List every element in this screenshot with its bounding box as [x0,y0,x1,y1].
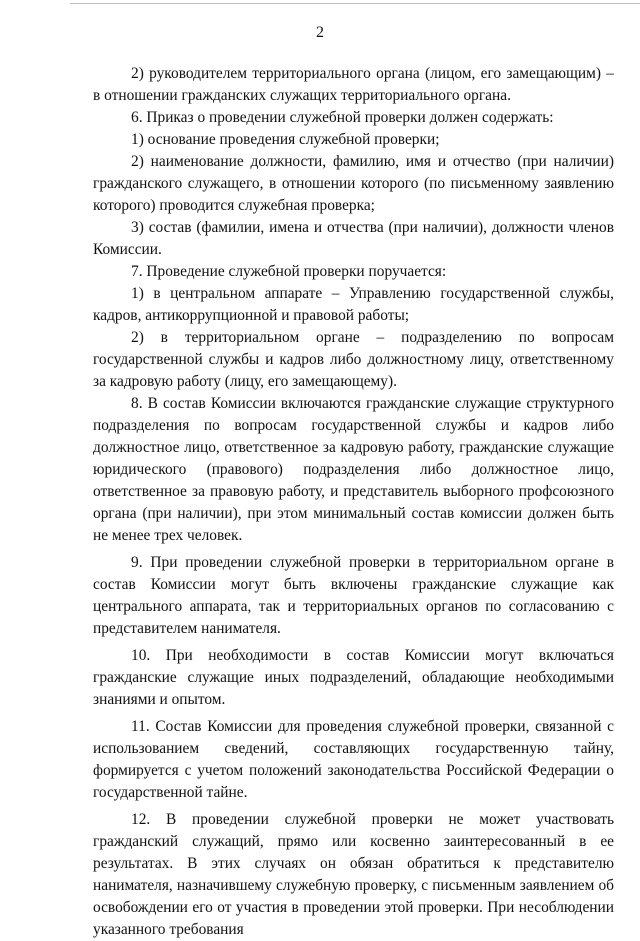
paragraph-6-2: 2) наименование должности, фамилию, имя и отчество (при наличии) гражданского служащего, в отношении которого (по письменному заявлению которого) проводится служебная проверка; [93,153,614,214]
paragraph-6-1: 1) основание проведения служебной проверки; [131,131,440,148]
paragraph-8: 8. В состав Комиссии включаются гражданские служащие структурного подразделения по вопросам государственной службы и кадров либо должностное лицо, ответственное за кадровую работу, гражданские служащие юридического (правового) подразделения либо должностное лицо, ответственное за правовую работу, и представитель выборного профсоюзного органа (при наличии), при этом минимальный состав комиссии должен быть не менее трех человек. [93,395,614,544]
document-body [93,63,614,941]
paragraph-12: 12. В проведении служебной проверки не может участвовать гражданский служащий, прямо или косвенно заинтересованный в ее результатах. В этих случаях он обязан обратиться к представителю нанимателя, назначившему служебную проверку, с письменным заявлением об освобождении его от участия в проведении этой проверки. При несоблюдении указанного требования [93,811,614,938]
paragraph-10: 10. При необходимости в состав Комиссии могут включаться гражданские служащие иных подразделений, обладающие необходимыми знаниями и опытом. [93,647,614,708]
paragraph-5-2: 2) руководителем территориального органа (лицом, его замещающим) – в отношении гражданских служащих территориального органа. [93,65,614,104]
page-number: 2 [316,24,324,41]
paragraph-6-3: 3) состав (фамилии, имена и отчества (при наличии), должности членов Комиссии. [93,219,614,258]
paragraph-11: 11. Состав Комиссии для проведения служебной проверки, связанной с использованием сведений, составляющих государственную тайну, формируется с учетом положений законодательства Российской Федерации о государственной тайне. [93,718,614,801]
scan-edge-line [70,3,640,4]
paragraph-7-2: 2) в территориальном органе – подразделению по вопросам государственной службы и кадров либо должностному лицу, ответственному за кадровую работу (лицу, его замещающему). [93,329,614,390]
paragraph-7-1: 1) в центральном аппарате – Управлению государственной службы, кадров, антикоррупционной и правовой работы; [93,285,614,324]
paragraph-6: 6. Приказ о проведении служебной проверки должен содержать: [131,109,554,126]
paragraph-7: 7. Проведение служебной проверки поручается: [131,263,447,280]
paragraph-9: 9. При проведении служебной проверки в территориальном органе в состав Комиссии могут быть включены гражданские служащие как центрального аппарата, так и территориальных органов по согласованию с представителем нанимателя. [93,554,614,637]
